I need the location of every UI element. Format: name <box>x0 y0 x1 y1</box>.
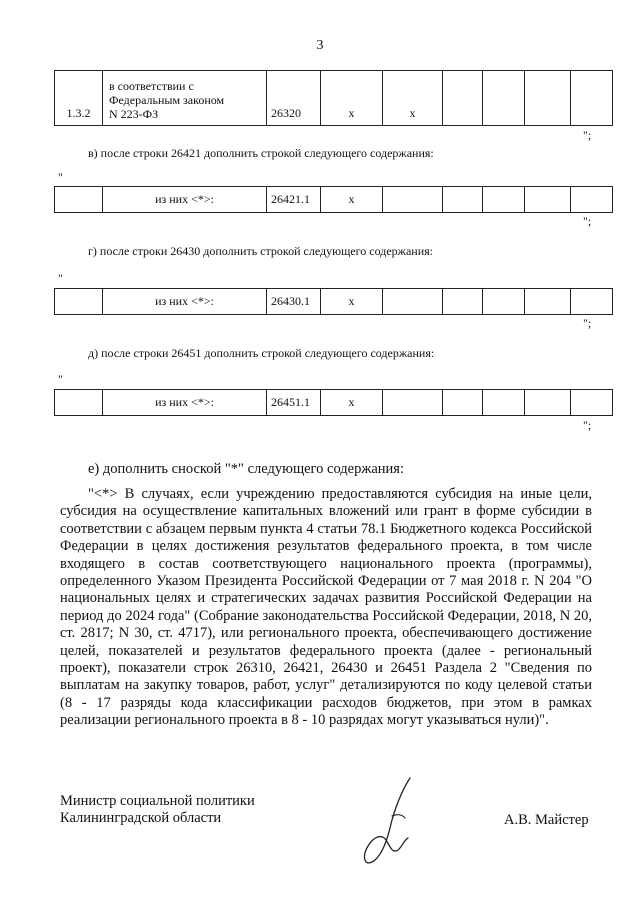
empty-cell <box>483 289 525 315</box>
empty-cell <box>571 71 613 126</box>
empty-cell <box>443 71 483 126</box>
empty-cell <box>55 390 103 416</box>
row-label: из них <*>: <box>103 390 267 416</box>
closing-quote: "; <box>583 214 592 228</box>
table-row-1-3-2 <box>54 70 613 126</box>
cell-x: x <box>321 289 383 315</box>
empty-cell <box>571 187 613 213</box>
empty-cell <box>383 390 443 416</box>
empty-cell <box>443 390 483 416</box>
instruction-v: в) после строки 26421 дополнить строкой следующего содержания: <box>88 146 434 160</box>
closing-quote: "; <box>583 418 592 432</box>
closing-quote: "; <box>583 316 592 330</box>
page-number: 3 <box>316 38 324 53</box>
row-description-line: в соответствии с <box>109 79 194 93</box>
opening-quote: " <box>58 170 63 184</box>
empty-cell <box>483 187 525 213</box>
empty-cell <box>483 390 525 416</box>
table-row-26421-1 <box>54 186 613 213</box>
instruction-d: д) после строки 26451 дополнить строкой следующего содержания: <box>88 346 435 360</box>
row-code: 1.3.2 <box>55 71 103 126</box>
empty-cell <box>55 289 103 315</box>
line-code: 26451.1 <box>267 390 321 416</box>
position-line: Калининградской области <box>60 810 222 827</box>
empty-cell <box>525 289 571 315</box>
empty-cell <box>383 187 443 213</box>
empty-cell <box>55 187 103 213</box>
empty-cell <box>443 187 483 213</box>
handwritten-signature <box>350 770 430 870</box>
closing-quote: "; <box>583 128 592 142</box>
empty-cell <box>483 71 525 126</box>
table-row-26451-1 <box>54 389 613 416</box>
instruction-g: г) после строки 26430 дополнить строкой следующего содержания: <box>88 244 433 258</box>
empty-cell <box>525 71 571 126</box>
cell-x: x <box>383 71 443 126</box>
row-description <box>103 71 267 126</box>
row-description-line: N 223-ФЗ <box>109 107 159 121</box>
cell-x: x <box>321 71 383 126</box>
row-description-line: Федеральным законом <box>109 93 225 107</box>
empty-cell <box>443 289 483 315</box>
empty-cell <box>525 187 571 213</box>
line-code: 26320 <box>267 71 321 126</box>
line-code: 26421.1 <box>267 187 321 213</box>
footnote-text: "<*> В случаях, если учреждению предоставляются субсидия на иные цели, субсидия на осуществление капитальных вложений или грант в форме субсидии в соответствии с абзацем первым пункта 4 статьи 78.1 Бюджетного кодекса Российской Федерации в целях достижения результатов федерального проекта, в том числе входящего в состав соответствующего национального проекта (программы), определенного Указом Президента Российской Федерации от 7 мая 2018 г. N 204 "О национальных целях и стратегических задачах развития Российской Федерации на период до 2024 года" (Собрание законодательства Российской Федерации, 2018, N 20, ст. 2817; N 30, ст. 4717), или регионального проекта, обеспечивающего достижение целей, показателей и результатов федерального проекта (далее - региональный проект), показатели строк 26310, 26421, 26430 и 26451 Раздела 2 "Сведения по выплатам на закупку товаров, работ, услуг" детализируются по коду целевой статьи (8 - 17 разряды кода классификации расходов бюджетов, при этом в рамках реализации регионального проекта в 8 - 10 разрядах могут указываться нули)". <box>60 486 592 729</box>
cell-x: x <box>321 187 383 213</box>
signatory-name: А.В. Майстер <box>504 812 589 828</box>
row-label: из них <*>: <box>103 289 267 315</box>
empty-cell <box>383 289 443 315</box>
cell-x: x <box>321 390 383 416</box>
empty-cell <box>571 289 613 315</box>
footnote-title: е) дополнить сноской "*" следующего содержания: <box>88 461 405 477</box>
opening-quote: " <box>58 372 63 386</box>
table-row-26430-1 <box>54 288 613 315</box>
empty-cell <box>525 390 571 416</box>
position-line: Министр социальной политики <box>60 793 255 809</box>
row-label: из них <*>: <box>103 187 267 213</box>
empty-cell <box>571 390 613 416</box>
opening-quote: " <box>58 271 63 285</box>
line-code: 26430.1 <box>267 289 321 315</box>
signatory-position <box>60 793 255 828</box>
